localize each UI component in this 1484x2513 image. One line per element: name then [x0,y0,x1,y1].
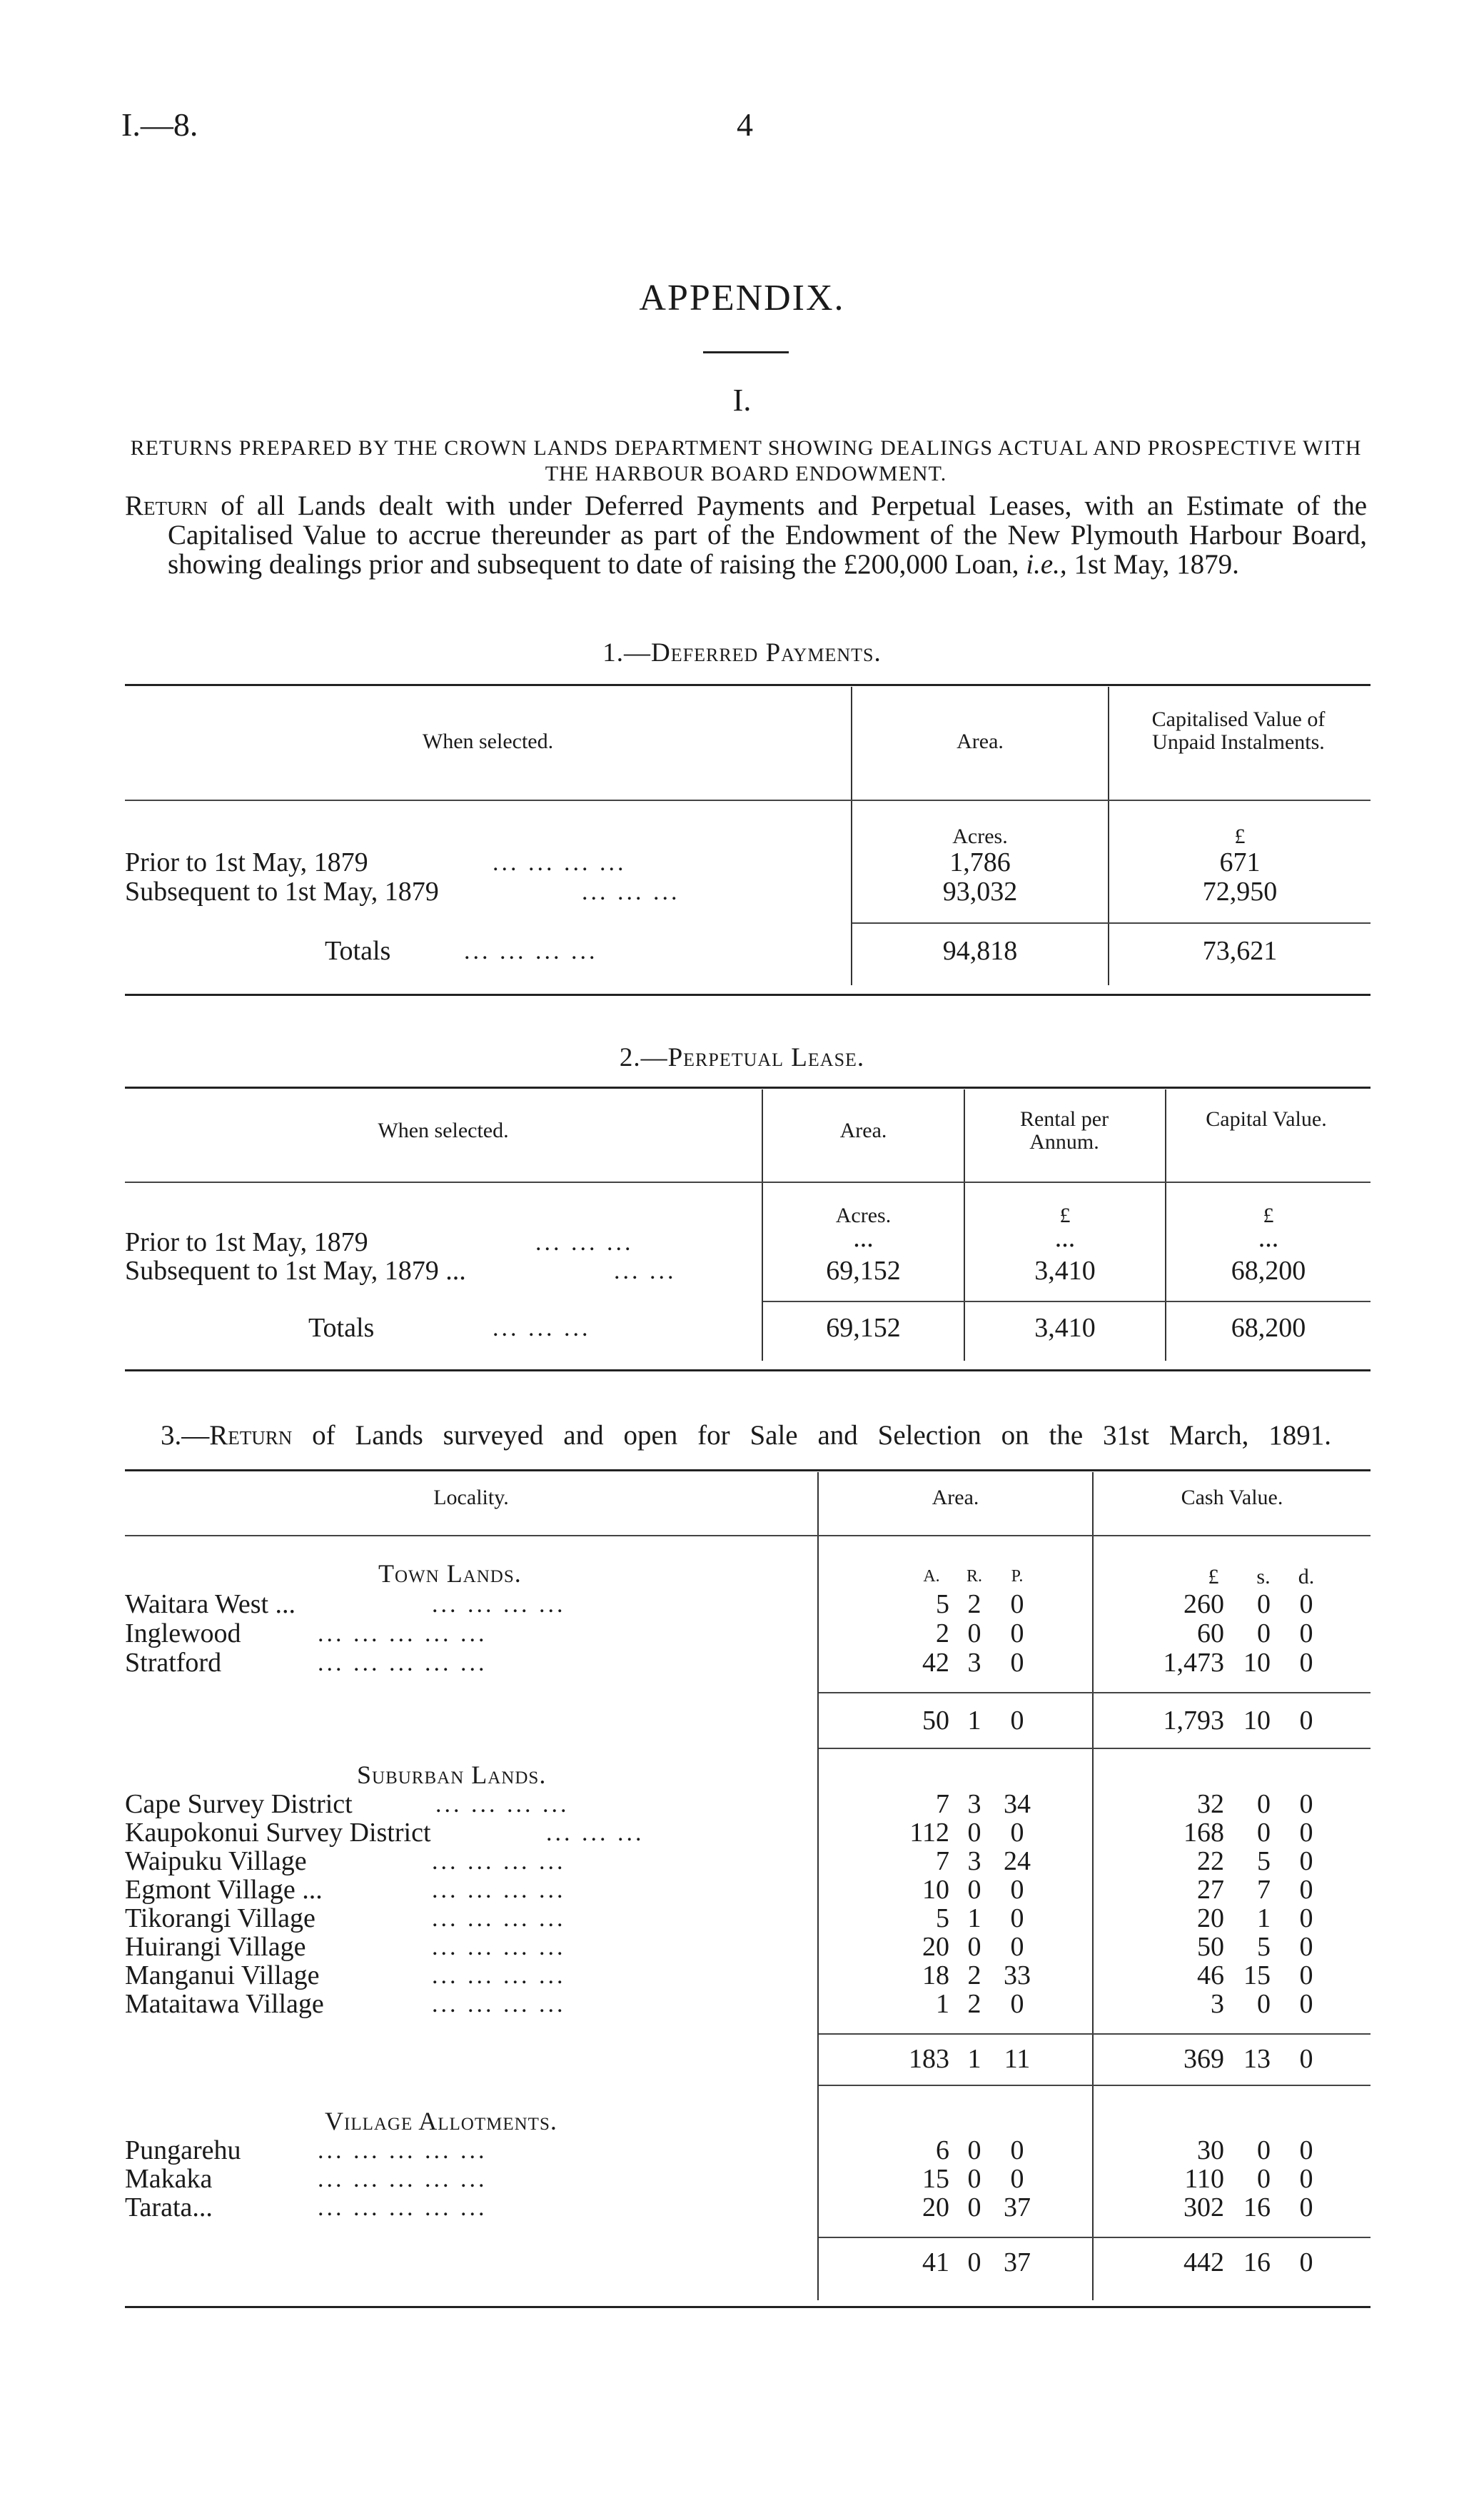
cell-shillings: 0 [1257,2164,1271,2194]
cell-acres: 10 [922,1875,949,1905]
group-heading-village: Village Allotments. [325,2107,557,2135]
cell-shillings: 1 [1257,1903,1271,1933]
table-row-locality: Kaupokonui Survey District [125,1818,431,1848]
table-row-dots: ... ... ... ... [435,1791,570,1818]
cell-perches: 0 [1010,1618,1024,1648]
cell-perches: 0 [1010,1903,1024,1933]
cell-shillings: 0 [1257,2135,1271,2165]
deferred-sum-rule [852,922,1371,924]
deferred-row-area: 93,032 [942,877,1018,907]
cell-pounds: 50 [1197,1932,1224,1962]
cell-shillings: 0 [1257,1589,1271,1619]
cell-roods: 1 [967,1903,981,1933]
town-sum-rule-bottom [819,1748,1371,1749]
cell-acres: 6 [936,2135,949,2165]
intro-date: 1st May, 1879. [1074,549,1239,580]
cell-roods: 0 [967,1818,981,1848]
table-row-dots: ... ... ... ... [432,1848,566,1875]
cell-roods: 0 [967,2135,981,2165]
cell-roods: 3 [967,1789,981,1819]
surveyed-top-rule [125,1469,1371,1471]
cell-acres: 5 [936,1903,949,1933]
cell-pounds: 302 [1183,2192,1224,2222]
cell-perches: 0 [1010,1932,1024,1962]
perpetual-top-rule [125,1087,1371,1089]
deferred-header-area: Area. [956,730,1004,753]
surveyed-header-area: Area. [932,1486,979,1509]
cell-roods: 2 [967,1589,981,1619]
deferred-unit-area: Acres. [952,825,1008,848]
page-title: APPENDIX. [639,278,845,318]
cell-pence: 0 [1299,1618,1313,1648]
cell-acres: 5 [936,1589,949,1619]
perpetual-header-rental: Rental per Annum. [1019,1107,1109,1154]
surveyed-title: 3.—Return of Lands surveyed and open for Sale and Selection on the 31st March, 1891. [161,1420,1331,1451]
cell-pence: 0 [1299,2192,1313,2222]
table-row-dots: ... ... ... ... ... [318,2137,488,2164]
perpetual-header-when: When selected. [378,1119,509,1142]
cell-roods: 0 [967,1875,981,1905]
deferred-row-label: Prior to 1st May, 1879 [125,847,368,877]
cell-perches: 33 [1004,1960,1031,1990]
perpetual-row-label: Subsequent to 1st May, 1879 ... [125,1256,466,1286]
deferred-row-value: 72,950 [1202,877,1278,907]
deferred-row-dots: ... ... ... ... [493,850,627,876]
deferred-row-dots: ... ... ... [582,879,680,905]
deferred-row-value: 671 [1219,847,1261,877]
surveyed-col-rule-1 [817,1472,819,2300]
unit-acres: A. [923,1567,940,1586]
cell-pounds: 110 [1184,2164,1224,2194]
cell-pence: 0 [1299,1932,1313,1962]
suburban-total-perches: 11 [1004,2044,1031,2074]
deferred-title: 1.—Deferred Payments. [602,638,882,668]
cell-roods: 0 [967,2192,981,2222]
intro-text: of all Lands dealt with under Deferred Payments and Perpetual Leases, with an Estimate of the Capitalised Value to accrue thereunder as part of the Endowment of the New Plymouth Harbour Board, showing dealings prior and subsequent to date of raising the £200,000 Loan, [168,490,1368,580]
cell-pounds: 22 [1197,1846,1224,1876]
cell-pounds: 260 [1183,1589,1224,1619]
town-total-acres: 50 [922,1706,949,1736]
intro-ie: i.e., [1026,549,1067,580]
cell-perches: 0 [1010,1818,1024,1848]
perpetual-header-rule [125,1182,1371,1183]
cell-roods: 3 [967,1846,981,1876]
table-row-locality: Inglewood [125,1618,241,1648]
cell-roods: 0 [967,2164,981,2194]
cell-pence: 0 [1299,1989,1313,2019]
deferred-header-rule [125,800,1371,801]
table-row-locality: Tarata... [125,2192,213,2222]
perpetual-totals-label: Totals [308,1313,375,1343]
cell-roods: 0 [967,1932,981,1962]
table-row-dots: ... ... ... ... [432,1991,566,2018]
page-reference: I.—8. [121,106,198,143]
cell-shillings: 0 [1257,1789,1271,1819]
table-row-locality: Waitara West ... [125,1589,296,1619]
town-total-pounds: 1,793 [1163,1706,1224,1736]
deferred-header-when: When selected. [422,730,554,753]
cell-pounds: 60 [1197,1618,1224,1648]
surveyed-col-rule-2 [1092,1472,1094,2300]
perpetual-row-dots: ... ... [614,1258,677,1284]
cell-perches: 0 [1010,1648,1024,1678]
cell-pence: 0 [1299,1789,1313,1819]
group-heading-town: Town Lands. [378,1559,522,1588]
cell-pounds: 20 [1197,1903,1224,1933]
village-sum-rule [819,2237,1371,2238]
cell-pounds: 30 [1197,2135,1224,2165]
cell-perches: 37 [1004,2192,1031,2222]
perpetual-bottom-rule [125,1369,1371,1371]
cell-pence: 0 [1299,1818,1313,1848]
cell-shillings: 5 [1257,1846,1271,1876]
table-row-locality: Cape Survey District [125,1789,353,1819]
table-row-locality: Makaka [125,2164,213,2194]
cell-perches: 24 [1004,1846,1031,1876]
table-row-locality: Mataitawa Village [125,1989,324,2019]
cell-pence: 0 [1299,1875,1313,1905]
perpetual-unit-area: Acres. [835,1204,892,1227]
table-row-dots: ... ... ... ... [432,1591,566,1618]
village-total-acres: 41 [922,2247,949,2277]
perpetual-totals-area: 69,152 [826,1313,901,1343]
unit-perches: P. [1011,1567,1024,1586]
cell-roods: 3 [967,1648,981,1678]
deferred-unit-value: £ [1234,825,1246,848]
surveyed-header-cash: Cash Value. [1181,1486,1283,1509]
unit-shillings: s. [1256,1565,1271,1588]
cell-perches: 0 [1010,1589,1024,1619]
suburban-total-acres: 183 [909,2044,949,2074]
suburban-sum-rule-bottom [819,2085,1371,2086]
perpetual-row-area: 69,152 [826,1256,901,1286]
deferred-top-rule [125,684,1371,686]
cell-shillings: 10 [1243,1648,1271,1678]
cell-roods: 2 [967,1960,981,1990]
town-total-roods: 1 [967,1706,981,1736]
perpetual-header-area: Area. [839,1119,887,1142]
perpetual-unit-capital: £ [1263,1204,1274,1227]
section-number: I. [732,383,752,418]
perpetual-totals-rental: 3,410 [1034,1313,1096,1343]
cell-shillings: 0 [1257,1818,1271,1848]
table-row-locality: Egmont Village ... [125,1875,323,1905]
perpetual-sum-rule [763,1301,1371,1302]
perpetual-title: 2.—Perpetual Lease. [619,1043,865,1072]
table-row-dots: ... ... ... ... ... [318,1650,488,1676]
table-row-dots: ... ... ... ... [432,1905,566,1932]
perpetual-unit-rental: £ [1059,1204,1071,1227]
cell-pence: 0 [1299,2164,1313,2194]
cell-shillings: 0 [1257,1618,1271,1648]
perpetual-row-capital: ... [1258,1223,1279,1253]
cell-shillings: 7 [1257,1875,1271,1905]
perpetual-row-dots: ... ... ... [535,1229,634,1256]
table-row-dots: ... ... ... ... [432,1963,566,1989]
perpetual-row-label: Prior to 1st May, 1879 [125,1227,368,1257]
cell-pence: 0 [1299,1589,1313,1619]
village-total-pounds: 442 [1183,2247,1224,2277]
intro-lead: Return [125,490,208,521]
cell-pounds: 3 [1211,1989,1224,2019]
cell-acres: 20 [922,1932,949,1962]
cell-acres: 20 [922,2192,949,2222]
cell-shillings: 16 [1243,2192,1271,2222]
perpetual-row-rental: ... [1054,1223,1076,1253]
cell-pounds: 27 [1197,1875,1224,1905]
table-row-dots: ... ... ... ... ... [318,2166,488,2192]
perpetual-row-rental: 3,410 [1034,1256,1096,1286]
village-total-pence: 0 [1299,2247,1313,2277]
table-row-dots: ... ... ... ... ... [318,2195,488,2221]
table-row-dots: ... ... ... ... [432,1934,566,1960]
unit-pounds: £ [1208,1565,1219,1588]
deferred-bottom-rule [125,994,1371,996]
village-total-perches: 37 [1004,2247,1031,2277]
town-total-perches: 0 [1010,1706,1024,1736]
surveyed-header-locality: Locality. [433,1486,509,1509]
suburban-total-shillings: 13 [1243,2044,1271,2074]
deferred-totals-area: 94,818 [942,936,1018,966]
cell-acres: 42 [922,1648,949,1678]
table-row-locality: Tikorangi Village [125,1903,316,1933]
cell-shillings: 0 [1257,1989,1271,2019]
perpetual-totals-capital: 68,200 [1231,1313,1306,1343]
surveyed-header-rule [125,1535,1371,1536]
deferred-header-value: Capitalised Value of Unpaid Instalments. [1151,707,1326,754]
table-row-locality: Waipuku Village [125,1846,307,1876]
table-row-locality: Manganui Village [125,1960,320,1990]
cell-pounds: 1,473 [1163,1648,1224,1678]
cell-acres: 2 [936,1618,949,1648]
cell-acres: 112 [909,1818,949,1848]
deferred-totals-value: 73,621 [1202,936,1278,966]
cell-pounds: 168 [1183,1818,1224,1848]
cell-perches: 34 [1004,1789,1031,1819]
group-heading-suburban: Suburban Lands. [357,1761,547,1789]
title-rule [703,351,789,353]
cell-roods: 0 [967,1618,981,1648]
table-row-dots: ... ... ... [546,1820,645,1846]
cell-pence: 0 [1299,1903,1313,1933]
suburban-total-pounds: 369 [1183,2044,1224,2074]
cell-pounds: 46 [1197,1960,1224,1990]
town-total-pence: 0 [1299,1706,1313,1736]
table-row-dots: ... ... ... ... ... [318,1621,488,1647]
town-total-shillings: 10 [1243,1706,1271,1736]
table-row-locality: Huirangi Village [125,1932,306,1962]
cell-perches: 0 [1010,1989,1024,2019]
cell-perches: 0 [1010,2164,1024,2194]
cell-acres: 1 [936,1989,949,2019]
cell-pence: 0 [1299,1846,1313,1876]
perpetual-row-capital: 68,200 [1231,1256,1306,1286]
cell-acres: 18 [922,1960,949,1990]
returns-heading: RETURNS PREPARED BY THE CROWN LANDS DEPARTMENT SHOWING DEALINGS ACTUAL AND PROSPECTIVE WITH THE HARBOUR BOARD ENDOWMENT. [130,436,1362,485]
suburban-sum-rule [819,2033,1371,2035]
surveyed-bottom-rule [125,2306,1371,2308]
unit-roods: R. [966,1567,982,1586]
perpetual-totals-dots: ... ... ... [493,1315,591,1341]
cell-pence: 0 [1299,1648,1313,1678]
suburban-total-pence: 0 [1299,2044,1313,2074]
deferred-totals-label: Totals [325,936,391,966]
deferred-row-area: 1,786 [949,847,1011,877]
perpetual-header-capital: Capital Value. [1206,1107,1327,1131]
table-row-dots: ... ... ... ... [432,1877,566,1903]
cell-acres: 7 [936,1846,949,1876]
village-total-roods: 0 [967,2247,981,2277]
cell-shillings: 15 [1243,1960,1271,1990]
town-sum-rule [819,1692,1371,1693]
table-row-locality: Stratford [125,1648,222,1678]
deferred-row-label: Subsequent to 1st May, 1879 [125,877,439,907]
table-row-locality: Pungarehu [125,2135,241,2165]
suburban-total-roods: 1 [967,2044,981,2074]
cell-pounds: 32 [1197,1789,1224,1819]
page-number: 4 [737,106,753,143]
cell-pence: 0 [1299,1960,1313,1990]
village-total-shillings: 16 [1243,2247,1271,2277]
deferred-totals-dots: ... ... ... ... [464,938,598,965]
intro-paragraph [125,491,1367,579]
cell-perches: 0 [1010,2135,1024,2165]
cell-perches: 0 [1010,1875,1024,1905]
cell-acres: 15 [922,2164,949,2194]
cell-acres: 7 [936,1789,949,1819]
unit-pence: d. [1298,1565,1315,1588]
cell-shillings: 5 [1257,1932,1271,1962]
perpetual-row-area: ... [853,1223,874,1253]
cell-pence: 0 [1299,2135,1313,2165]
cell-roods: 2 [967,1989,981,2019]
